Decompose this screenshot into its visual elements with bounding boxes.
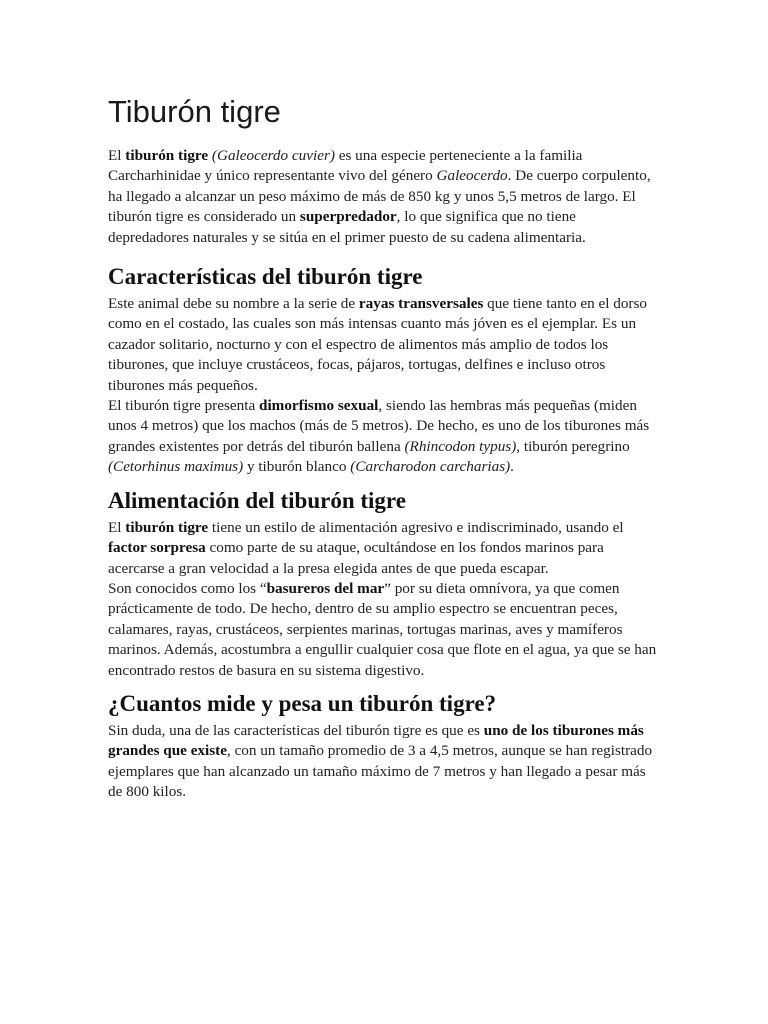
text-run: ” por su dieta omnívora, ya que comen prácticamente de todo. De hecho, dentro de su amplio espectro se encuentran peces, calamares, rayas, crustáceos, serpientes marinas, tortugas marinas, aves y mamíferos marinos. Además, acostumbra a engullir cualquier cosa que flote en el agua, ya que se han encontrado restos de basura en su sistema digestivo.: [108, 579, 657, 679]
bold-text: tiburón tigre: [125, 518, 209, 536]
text-run: . De cuerpo corpulento, ha llegado a alcanzar un peso máximo de más de 850 kg y unos 5,5 metros de largo. El tiburón tigre es considerado un: [108, 167, 651, 226]
text-run: que tiene tanto en el dorso como en el costado, las cuales son más intensas cuanto más jóven es el ejemplar. Es un cazador solitario, nocturno y con el espectro de alimentos más amplio de todos los tiburones, que incluye crustáceos, focas, pájaros, tortugas, delfines e incluso otros tiburones más pequeños.: [108, 295, 647, 394]
page-title: Tiburón tigre: [108, 94, 281, 129]
document-page: [108, 92, 660, 803]
bold-text: factor sorpresa: [108, 539, 206, 557]
text-run: Este animal debe su nombre a la serie de: [108, 295, 359, 313]
text-run: , tiburón peregrino: [516, 437, 630, 455]
alimentacion-paragraph-1: [108, 518, 660, 579]
text-run: como parte de su ataque, ocultándose en los fondos marinos para acercarse a gran velocidad a la presa elegida antes de que pueda escapar.: [108, 539, 604, 577]
tamano-paragraph-1: [108, 721, 660, 803]
text-run: , siendo las hembras más pequeñas (miden unos 4 metros) que los machos (más de 5 metros). De hecho, es uno de los tiburones más grandes existentes por detrás del tiburón ballena: [108, 397, 650, 455]
text-run: , con un tamaño promedio de 3 a 4,5 metros, aunque se han registrado ejemplares que han alcanzado un tamaño máximo de 7 metros y han llegado a pesar más de 800 kilos.: [108, 742, 653, 801]
italic-text: (Carcharodon carcharias): [350, 458, 511, 476]
text-run: .: [510, 458, 514, 476]
section-heading-tamano: ¿Cuantos mide y pesa un tiburón tigre?: [108, 690, 497, 716]
bold-text: tiburón tigre: [125, 147, 209, 164]
text-run: y tiburón blanco: [243, 458, 351, 476]
text-run: Son conocidos como los “: [108, 579, 267, 597]
text-run: es una especie perteneciente a la familia Carcharhinidae y único representante vivo del género: [108, 147, 583, 185]
bold-text: basureros del mar: [266, 579, 385, 597]
text-run: El tiburón tigre presenta: [108, 397, 259, 415]
italic-text: (Cetorhinus maximus): [108, 458, 244, 476]
text-run: El: [108, 518, 126, 536]
text-run: Sin duda, una de las características del tiburón tigre es que es: [108, 721, 484, 739]
section-heading-caracteristicas: Características del tiburón tigre: [108, 264, 423, 290]
text-run: tiene un estilo de alimentación agresivo e indiscriminado, usando el: [208, 518, 624, 536]
section-heading-alimentacion: Alimentación del tiburón tigre: [108, 487, 406, 513]
text-run: El: [108, 147, 126, 164]
bold-text: uno de los tiburones más grandes que existe: [108, 721, 644, 760]
alimentacion-paragraph-2: [108, 579, 660, 681]
bold-text: superpredador: [299, 208, 397, 226]
italic-text: Galeocerdo: [436, 167, 508, 185]
italic-text: (Rhincodon typus): [404, 437, 517, 455]
bold-text: rayas transversales: [358, 295, 484, 313]
caracteristicas-paragraph-1: [108, 294, 660, 396]
intro-paragraph: [108, 146, 660, 248]
caracteristicas-paragraph-2: [108, 396, 660, 478]
bold-text: dimorfismo sexual: [259, 397, 379, 415]
text-run: , lo que significa que no tiene depredadores naturales y se sitúa en el primer puesto de su cadena alimentaria.: [108, 208, 586, 246]
italic-text: (Galeocerdo cuvier): [211, 147, 335, 164]
